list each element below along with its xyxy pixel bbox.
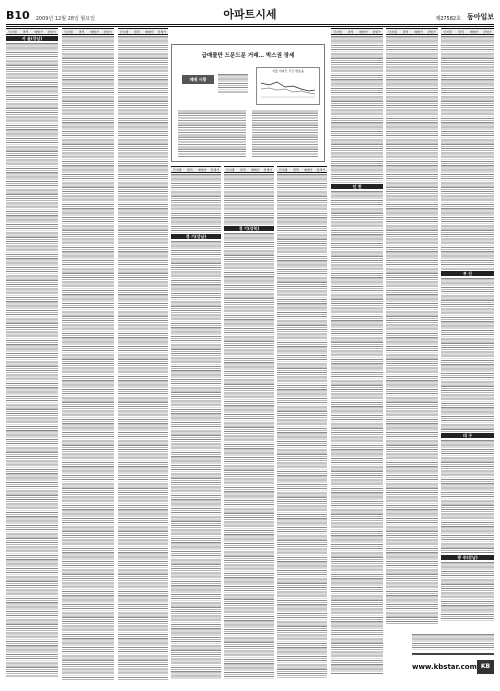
listing-column-4 [171, 166, 221, 682]
col-header-area: 면적 [22, 29, 29, 34]
col-header-complex: 단지명 [119, 29, 129, 34]
feature-intro [218, 73, 248, 93]
table-header [331, 28, 383, 35]
listing-column-1 [6, 28, 58, 682]
listing-rows [62, 35, 114, 680]
col-header-complex: 단지명 [8, 29, 17, 34]
listing-rows [224, 173, 274, 225]
region-bar: 경 기(강북) [224, 226, 274, 231]
col-header-complex: 단지명 [64, 29, 73, 34]
col-header-sale: 매매가 [303, 167, 313, 172]
col-header-area: 면적 [457, 29, 464, 34]
col-header-sale: 매매가 [359, 29, 368, 34]
col-header-complex: 단지명 [278, 167, 288, 172]
issue-number: 제27582호 [435, 16, 461, 22]
ad-banner [412, 653, 494, 679]
col-header-complex: 단지명 [443, 29, 452, 34]
col-header-complex: 단지명 [172, 167, 182, 172]
region-bar: 광 주(강남) [441, 555, 494, 560]
col-header-lease: 전세가 [372, 29, 381, 34]
col-header-area: 면적 [133, 29, 140, 34]
chart-title: 서울 아파트 주간 변동률 [272, 69, 304, 73]
col-header-complex: 단지명 [225, 167, 235, 172]
listing-rows [441, 561, 494, 621]
section-title: 아파트시세 [223, 8, 277, 21]
col-header-lease: 전세가 [483, 29, 492, 34]
listing-column-9 [441, 28, 494, 628]
listing-rows [441, 439, 494, 554]
region-bar: 부 산 [441, 271, 494, 276]
region-bar: 서 울(강남) [6, 36, 58, 41]
listing-rows [224, 232, 274, 680]
col-header-area: 면적 [292, 167, 299, 172]
region-bar: 인 천 [331, 184, 383, 189]
listing-rows [331, 190, 383, 675]
col-header-complex: 단지명 [388, 29, 397, 34]
listing-column-8 [386, 28, 438, 628]
paper-logo: 동아일보 [466, 12, 494, 21]
col-header-sale: 매매가 [144, 29, 154, 34]
kb-advertisement [412, 633, 494, 679]
col-header-area: 면적 [402, 29, 409, 34]
listing-rows [118, 35, 168, 680]
col-header-sale: 매매가 [34, 29, 43, 34]
market-feature-article [171, 44, 325, 162]
col-header-lease: 전세가 [210, 167, 220, 172]
page-number: B10 [6, 9, 30, 22]
table-header [6, 28, 58, 35]
col-header-area: 면적 [186, 167, 193, 172]
listing-column-2 [62, 28, 114, 682]
feature-body-right [252, 109, 318, 157]
listing-rows [441, 277, 494, 432]
issue-date: 2009년 12월 28일 월요일 [35, 16, 95, 22]
listing-rows [171, 240, 221, 680]
col-header-lease: 전세가 [316, 167, 326, 172]
table-header [441, 28, 494, 35]
col-header-lease: 전세가 [157, 29, 167, 34]
listing-rows [6, 42, 58, 677]
listing-rows [277, 173, 327, 678]
col-header-sale: 매매가 [90, 29, 99, 34]
col-header-sale: 매매가 [414, 29, 423, 34]
listing-rows [441, 35, 494, 270]
col-header-area: 면적 [347, 29, 354, 34]
table-header [118, 28, 168, 35]
feature-body-left [178, 109, 246, 157]
feature-headline: 급매물만 드문드문 거래… 박스권 장세 [201, 53, 295, 59]
listing-column-3 [118, 28, 168, 682]
col-header-lease: 전세가 [427, 29, 436, 34]
weekly-change-chart [256, 67, 320, 105]
chart-plot [257, 73, 319, 101]
listing-column-7 [331, 28, 383, 682]
listing-column-5 [224, 166, 274, 682]
col-header-sale: 매매가 [197, 167, 207, 172]
masthead [6, 8, 494, 22]
col-header-lease: 전세가 [47, 29, 56, 34]
table-header [224, 166, 274, 173]
col-header-sale: 매매가 [250, 167, 260, 172]
region-bar: 대 구 [441, 433, 494, 438]
listing-column-6 [277, 166, 327, 682]
listing-rows [331, 35, 383, 183]
region-bar: 경 기(강남) [171, 234, 221, 239]
col-header-lease: 전세가 [103, 29, 112, 34]
col-header-complex: 단지명 [333, 29, 342, 34]
listing-rows [171, 173, 221, 233]
feature-label: 매매 시황 [182, 75, 214, 84]
col-header-sale: 매매가 [469, 29, 479, 34]
col-header-area: 면적 [78, 29, 85, 34]
col-header-lease: 전세가 [263, 167, 273, 172]
listing-rows [386, 35, 438, 625]
col-header-area: 면적 [239, 167, 246, 172]
table-header [277, 166, 327, 173]
table-header [171, 166, 221, 173]
table-header [62, 28, 114, 35]
header-rule [6, 24, 494, 27]
kb-logo: KB [477, 660, 494, 674]
ad-text [412, 633, 494, 651]
table-header [386, 28, 438, 35]
ad-url: www.kbstar.com [412, 663, 477, 671]
